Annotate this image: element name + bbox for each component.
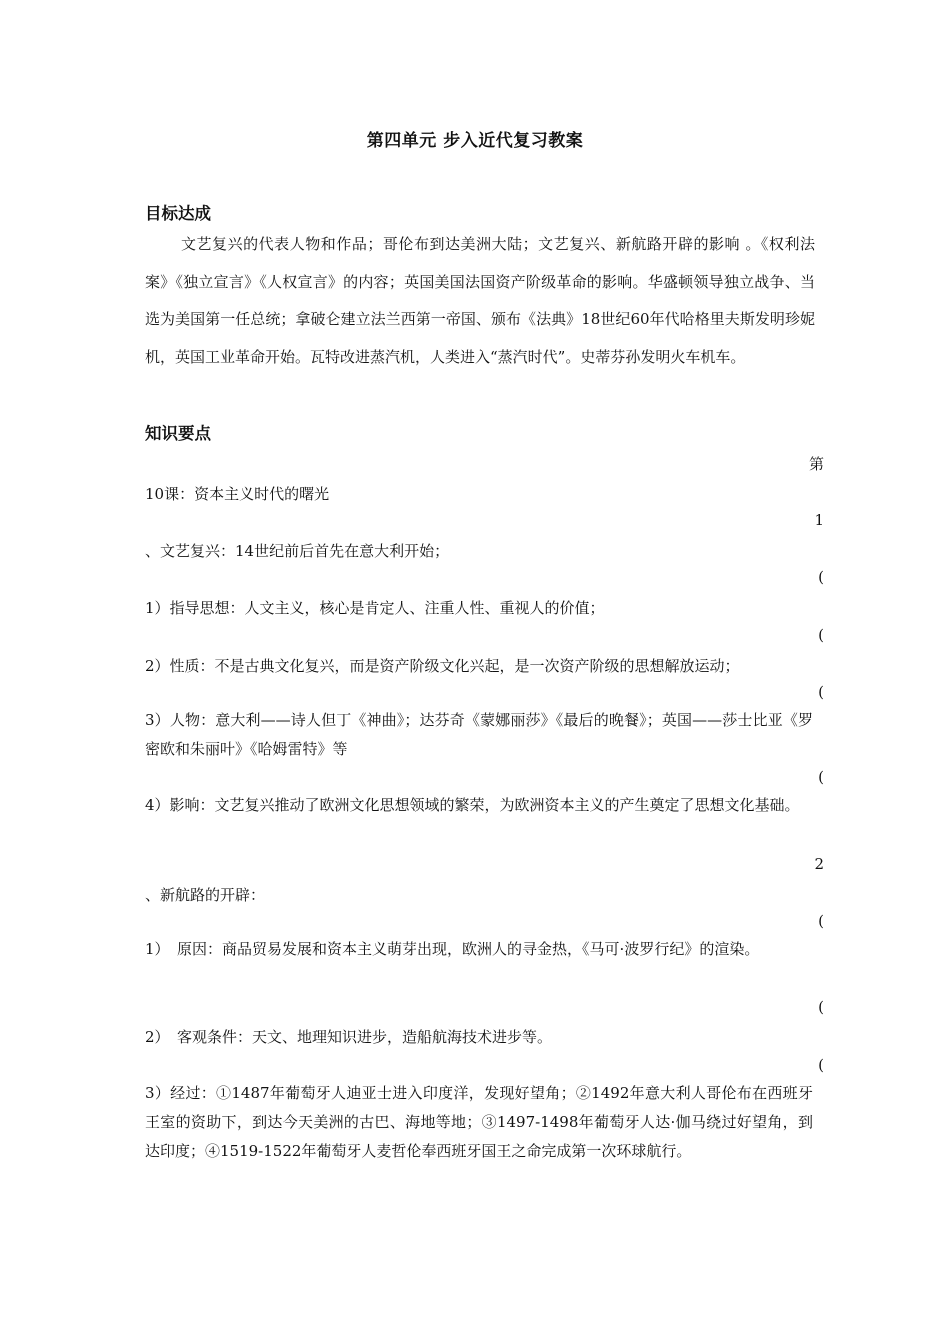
goals-paragraph: 文艺复兴的代表人物和作品；哥伦布到达美洲大陆；文艺复兴、新航路开辟的影响 。《权利法案》《独立宣言》《人权宣言》的内容；英国美国法国资产阶级革命的影响。华盛顿领导独立战争、当选为美国第一任总统；拿破仑建立法兰西第一帝国、颁布《法典》18世纪60年代哈格里夫斯发明珍妮机，英国工业革命开始。瓦特改进蒸汽机，人类进入“蒸汽时代”。史蒂芬孙发明火车机车。 xyxy=(145,235,815,366)
paren-marker: ( xyxy=(818,568,824,586)
paren-marker: ( xyxy=(818,1056,824,1074)
knowledge-heading: 知识要点 xyxy=(145,424,211,443)
list-item: 1）指导思想：人文主义，核心是肯定人、注重人性、重视人的价值； xyxy=(145,599,605,617)
list-item: 3）经过：①1487年葡萄牙人迪亚士进入印度洋，发现好望角；②1492年意大利人哥伦布在西班牙王室的资助下，到达今天美洲的古巴、海地等地；③1497-1498年葡萄牙人达·伽马绕过好望角，到达印度；④1519-1522年葡萄牙人麦哲伦奉西班牙国王之命完成第一次环球航行。 xyxy=(145,1084,813,1160)
section-number: 1 xyxy=(814,511,824,529)
lesson-marker: 第 xyxy=(808,455,824,473)
list-item: 2）性质：不是古典文化复兴，而是资产阶级文化兴起，是一次资产阶级的思想解放运动； xyxy=(145,657,740,675)
section-title: 、新航路的开辟： xyxy=(145,886,266,904)
paren-marker: ( xyxy=(818,998,824,1016)
lesson-title: 10课：资本主义时代的曙光 xyxy=(145,485,330,503)
list-item: 2） 客观条件：天文、地理知识进步，造船航海技术进步等。 xyxy=(145,1028,553,1046)
goals-heading: 目标达成 xyxy=(145,204,211,223)
list-item: 1） 原因：商品贸易发展和资本主义萌芽出现，欧洲人的寻金热，《马可·波罗行纪》的渲染。 xyxy=(145,940,760,958)
document-title: 第四单元 步入近代复习教案 xyxy=(366,131,584,151)
paren-marker: ( xyxy=(818,912,824,930)
section-number: 2 xyxy=(814,855,824,873)
paren-marker: ( xyxy=(818,626,824,644)
paren-marker: ( xyxy=(818,768,824,786)
list-item: 3）人物：意大利——诗人但丁《神曲》；达芬奇《蒙娜丽莎》《最后的晚餐》；英国——莎士比亚《罗密欧和朱丽叶》《哈姆雷特》等 xyxy=(145,711,813,758)
list-item: 4）影响：文艺复兴推动了欧洲文化思想领域的繁荣，为欧洲资本主义的产生奠定了思想文化基础。 xyxy=(145,796,800,814)
section-title: 、文艺复兴：14世纪前后首先在意大利开始； xyxy=(145,542,450,560)
paren-marker: ( xyxy=(818,683,824,701)
